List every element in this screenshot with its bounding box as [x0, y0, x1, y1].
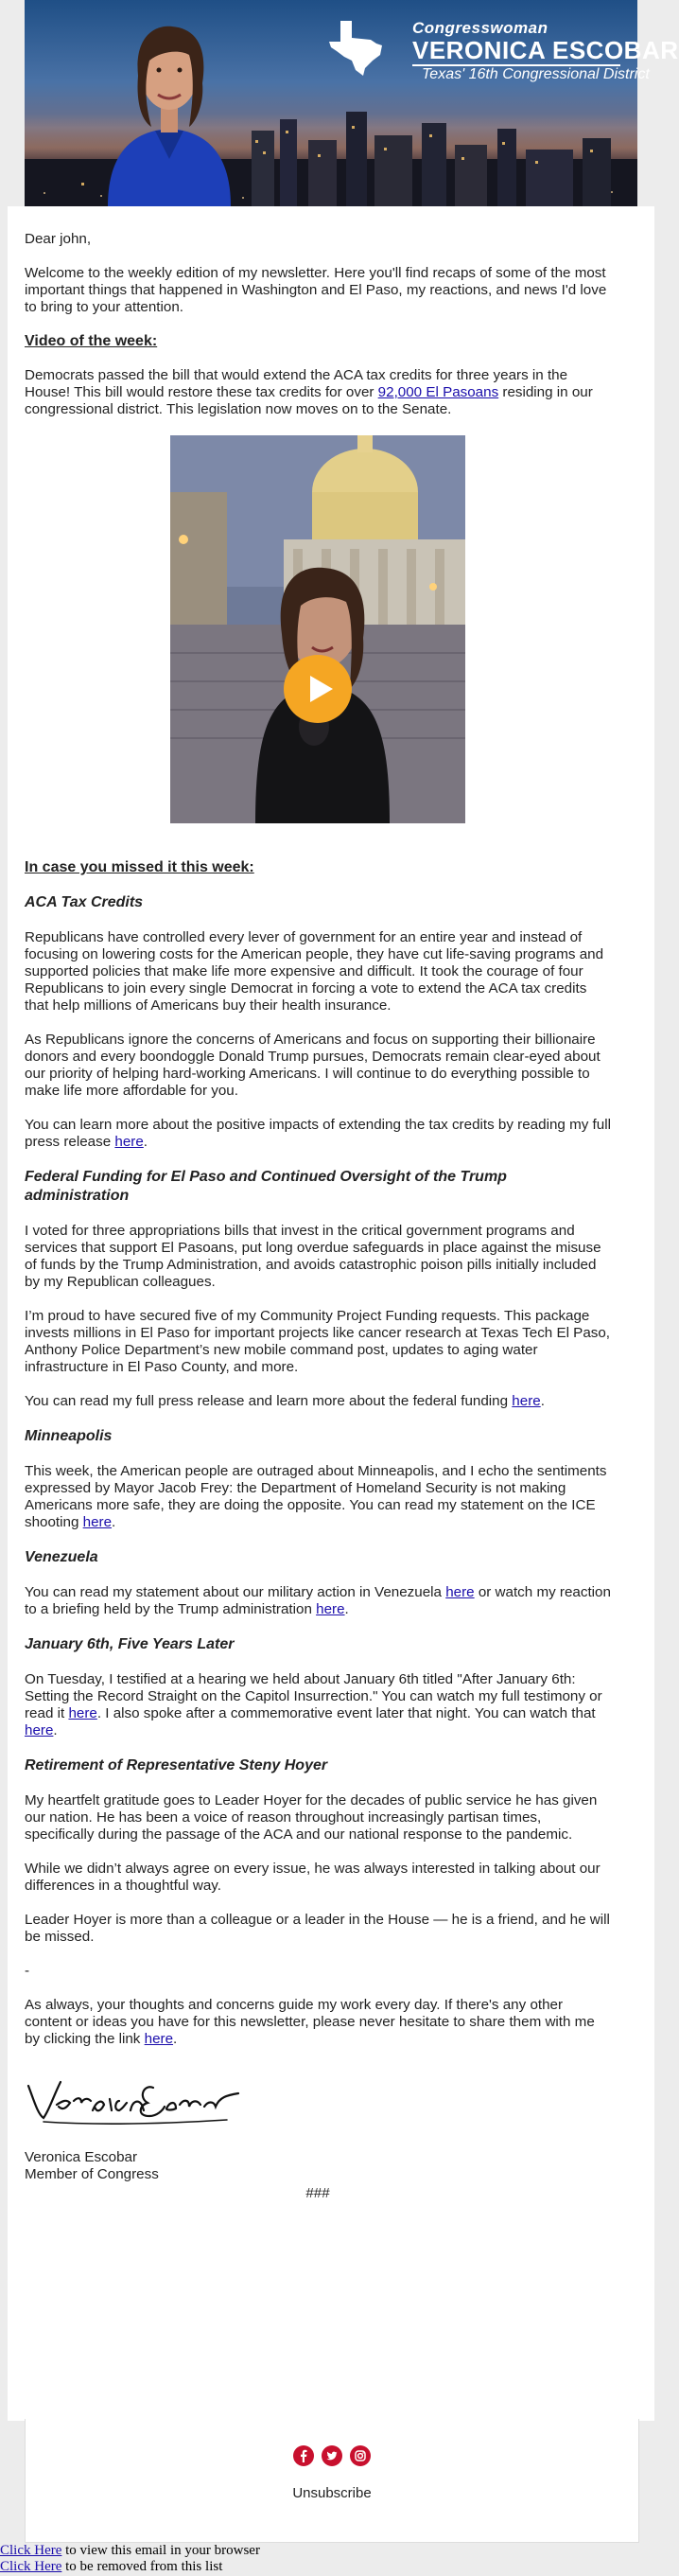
banner-pre-title: Congresswoman — [412, 19, 548, 37]
el-pasoans-link[interactable]: 92,000 El Pasoans — [377, 384, 499, 400]
aca-title: ACA Tax Credits — [25, 894, 144, 910]
minneapolis-text: This week, the American people are outraged about Minneapolis, and I echo the sentiments expressed by Mayor Jacob Frey: the Department of Homeland Security is not making Americans more safe, they are doing the opposite. You can read my statement on the ICE shooting — [25, 1463, 607, 1530]
hoyer-paragraph-3: Leader Hoyer is more than a colleague or a leader in the House — he is a friend, and he will be missed. — [25, 1912, 610, 1945]
closing-paragraph — [25, 1997, 611, 2048]
greeting: Dear john, — [25, 231, 92, 247]
jan6-text-mid: . I also spoke after a commemorative event later that night. You can watch that — [96, 1705, 596, 1721]
commemorative-event-link[interactable]: here — [25, 1722, 54, 1738]
feedback-link[interactable]: here — [144, 2031, 174, 2047]
remove-from-list-link[interactable]: Click Here — [0, 2559, 62, 2574]
view-in-browser-text: to view this email in your browser — [61, 2543, 260, 2558]
bottom-links — [0, 2543, 260, 2575]
handwritten-signature — [25, 2073, 242, 2129]
video-text: Democrats passed the bill that would extend the ACA tax credits for three years in the House! This bill would restore these tax credits for over — [25, 367, 568, 400]
funding-text: You can read my full press release and learn more about the federal funding — [25, 1393, 513, 1409]
funding-paragraph-3 — [25, 1393, 611, 1410]
social-links — [26, 2445, 638, 2466]
testimony-link[interactable]: here — [68, 1705, 97, 1721]
play-icon[interactable] — [284, 655, 352, 723]
twitter-icon[interactable] — [322, 2445, 342, 2466]
view-in-browser-line — [0, 2543, 260, 2559]
video-thumbnail[interactable] — [170, 435, 465, 823]
venezuela-text: You can read my statement about our military action in Venezuela — [25, 1584, 446, 1600]
end-hashes: ### — [305, 2185, 330, 2201]
closing-text-end: . — [173, 2031, 178, 2047]
aca-text: You can learn more about the positive impacts of extending the tax credits by reading my full press release — [25, 1117, 611, 1150]
texas-state-icon — [327, 17, 386, 76]
jan6-paragraph — [25, 1671, 611, 1739]
venezuela-statement-link[interactable]: here — [445, 1584, 475, 1600]
funding-paragraph-2: I’m proud to have secured five of my Community Project Funding requests. This package invests millions in El Paso for important projects like cancer research at Texas Tech El Paso, Anthony Police Department’s new mobile command post, updates to aging water infrastructure in El Paso County, and more. — [25, 1308, 611, 1375]
intro-paragraph: Welcome to the weekly edition of my newsletter. Here you'll find recaps of some of the most important things that happened in Washington and El Paso, my reactions, and news I'd love to bring to your attention. — [25, 265, 607, 315]
instagram-icon[interactable] — [350, 2445, 371, 2466]
aca-text-end: . — [143, 1134, 148, 1150]
venezuela-paragraph — [25, 1584, 611, 1618]
remove-from-list-line — [0, 2559, 260, 2575]
minneapolis-text-end: . — [112, 1514, 116, 1530]
venezuela-text-end: . — [344, 1601, 349, 1617]
banner-district: Texas' 16th Congressional District — [422, 66, 650, 82]
view-in-browser-link[interactable]: Click Here — [0, 2543, 62, 2558]
ice-statement-link[interactable]: here — [82, 1514, 113, 1530]
missed-heading: In case you missed it this week: — [25, 859, 254, 875]
video-heading: Video of the week: — [25, 333, 158, 349]
venezuela-text-mid: or watch my reaction to a briefing held by the Trump administration — [25, 1584, 611, 1617]
video-paragraph — [25, 367, 611, 418]
venezuela-title: Venezuela — [25, 1549, 98, 1565]
jan6-text-end: . — [53, 1722, 58, 1738]
funding-paragraph-1: I voted for three appropriations bills that invest in the critical government programs and services that support El Pasoans, put long overdue safeguards in place against the misuse of funds by the Trump Administration, and avoids catastrophic poison pills initially included by my Republican colleagues. — [25, 1223, 601, 1290]
facebook-icon[interactable] — [293, 2445, 314, 2466]
briefing-reaction-link[interactable]: here — [316, 1601, 345, 1617]
closing-text: As always, your thoughts and concerns guide my work every day. If there's any other content or ideas you have for this newsletter, please never hesitate to share them with me by clicking the link — [25, 1997, 595, 2047]
minneapolis-paragraph — [25, 1463, 611, 1531]
aca-paragraph-2: As Republicans ignore the concerns of Americans and focus on supporting their billionaire donors and every boondoggle Donald Trump pursues, Democrats remain clear-eyed about our priority of helping hard-working Americans. I will continue to do everything possible to make life more affordable for you. — [25, 1032, 601, 1099]
hoyer-title: Retirement of Representative Steny Hoyer — [25, 1757, 328, 1773]
minneapolis-title: Minneapolis — [25, 1428, 113, 1444]
aca-paragraph-1: Republicans have controlled every lever of government for an entire year and instead of focusing on lowering costs for the American people, they have cut life-saving programs and supported policies that make life more expensive and difficult. It took the courage of four Republicans to join every single Democrat in forcing a vote to extend the ACA tax credits that help millions of Americans buy their health insurance. — [25, 929, 604, 1014]
newsletter-content — [25, 231, 611, 2202]
jan6-text: On Tuesday, I testified at a hearing we held about January 6th titled "After January 6th: Setting the Record Straight on the Capitol Insurrection." You can watch my full testimony or read it — [25, 1671, 602, 1721]
congresswoman-portrait — [98, 8, 240, 206]
footer — [25, 2419, 639, 2543]
hoyer-paragraph-1: My heartfelt gratitude goes to Leader Hoyer for the decades of public service he has given our nation. He has been a voice of reason throughout increasingly partisan times, specifically during the passage of the ACA and our national response to the pandemic. — [25, 1792, 598, 1843]
banner-name: VERONICA ESCOBAR — [412, 36, 679, 64]
aca-press-release-link[interactable]: here — [114, 1134, 144, 1150]
video-still-image — [170, 435, 465, 823]
funding-title: Federal Funding for El Paso and Continued Oversight of the Trump administration — [25, 1169, 507, 1204]
newsletter-card — [8, 206, 654, 2421]
hoyer-paragraph-2: While we didn’t always agree on every issue, he was always interested in talking about our differences in a thoughtful way. — [25, 1861, 601, 1894]
header-banner — [25, 0, 679, 206]
funding-press-release-link[interactable]: here — [512, 1393, 541, 1409]
remove-from-list-text: to be removed from this list — [61, 2559, 223, 2574]
jan6-title: January 6th, Five Years Later — [25, 1636, 235, 1652]
sign-name: Veronica Escobar — [25, 2149, 138, 2165]
unsubscribe-link[interactable]: Unsubscribe — [292, 2485, 372, 2501]
sign-title: Member of Congress — [25, 2166, 159, 2182]
funding-text-end: . — [540, 1393, 545, 1409]
dash-separator: - — [25, 1963, 30, 1979]
video-text-after: residing in our congressional district. This legislation now moves on to the Senate. — [25, 384, 593, 417]
aca-paragraph-3 — [25, 1117, 611, 1151]
